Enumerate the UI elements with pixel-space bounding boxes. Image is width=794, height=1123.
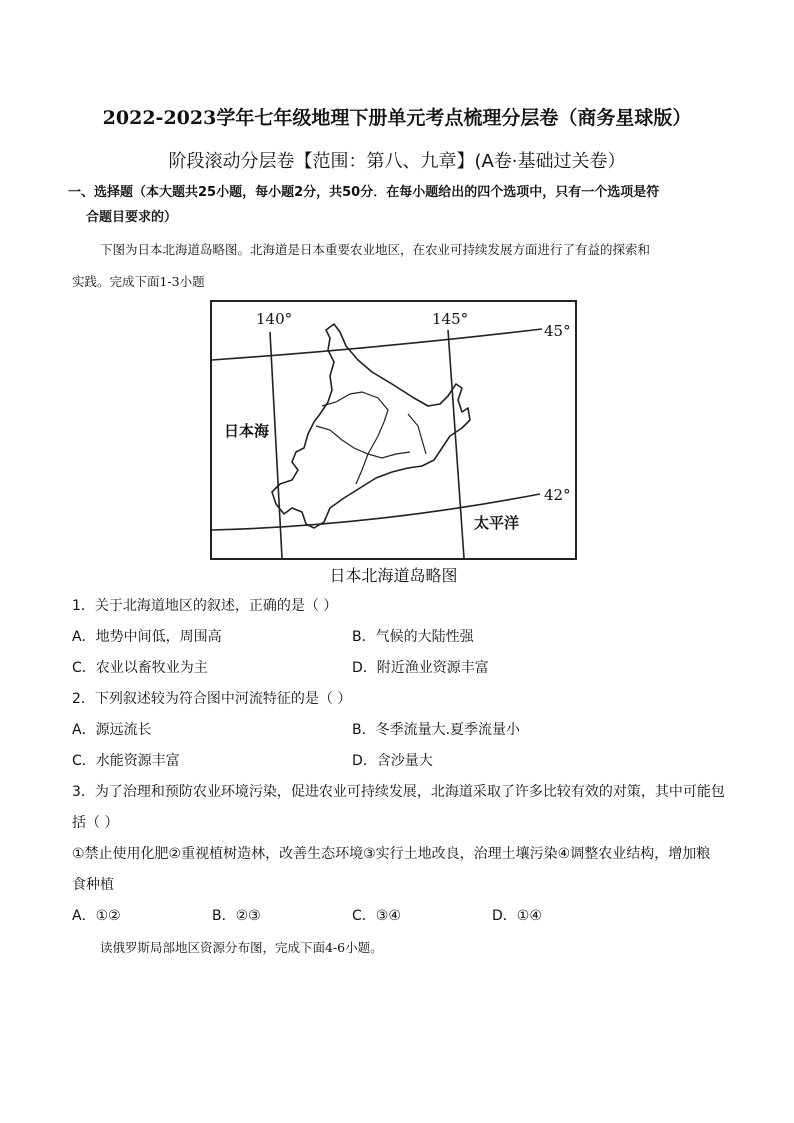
section-heading: 一、选择题（本大题共25小题，每小题2分，共50分．在每小题给出的四个选项中，只有一个选项是符: [68, 185, 660, 200]
question-3-items: ①禁止使用化肥②重视植树造林，改善生态环境③实行土地改良，治理土壤污染④调整农业结构，增加粮: [72, 846, 711, 862]
river-2: [322, 392, 388, 422]
question-3-items-cont: 食种植: [72, 877, 114, 893]
sea-of-japan-label: 日本海: [224, 422, 270, 440]
longitude-line-140: [270, 332, 282, 558]
hokkaido-outline: [272, 324, 470, 528]
lon-145-label: 145°: [432, 310, 469, 328]
document-subtitle: 阶段滚动分层卷【范围：第八、九章】(A卷·基础过关卷）: [168, 151, 626, 172]
q3-option-a: A．①②: [72, 908, 121, 924]
intro-text-line2: 实践。完成下面1-3小题: [72, 274, 205, 289]
question-2-stem: 2．下列叙述较为符合图中河流特征的是（ ）: [72, 691, 352, 707]
question-3-stem-cont: 括（ ）: [72, 815, 119, 831]
river-4: [408, 414, 426, 454]
hokkaido-map: [210, 300, 577, 560]
q1-option-a: A．地势中间低，周围高: [72, 629, 222, 645]
q2-option-b: B．冬季流量大.夏季流量小: [352, 722, 521, 738]
question-1-stem: 1．关于北海道地区的叙述，正确的是（ ）: [72, 598, 338, 614]
river-5: [356, 454, 368, 484]
q3-option-b: B．②③: [212, 908, 261, 924]
q1-option-b: B．气候的大陆性强: [352, 629, 474, 645]
intro-text-line1: 下图为日本北海道岛略图。北海道是日本重要农业地区，在农业可持续发展方面进行了有益的探索和: [100, 242, 651, 257]
document-title: 2022-2023学年七年级地理下册单元考点梳理分层卷（商务星球版）: [102, 107, 692, 129]
river-1: [316, 426, 410, 458]
q1-option-c: C．农业以畜牧业为主: [72, 660, 208, 676]
longitude-line-145: [448, 330, 464, 558]
lat-42-label: 42°: [544, 486, 571, 504]
river-3: [368, 422, 384, 454]
q3-option-d: D．①④: [492, 908, 542, 924]
section-heading-cont: 合题目要求的）: [86, 210, 178, 225]
pacific-ocean-label: 太平洋: [474, 514, 520, 532]
lat-45-label: 45°: [544, 322, 571, 340]
map-svg: [212, 302, 575, 558]
lon-140-label: 140°: [256, 310, 293, 328]
intro-text-2: 读俄罗斯局部地区资源分布图，完成下面4-6小题。: [100, 940, 383, 955]
q3-option-c: C．③④: [352, 908, 401, 924]
q2-option-d: D．含沙量大: [352, 753, 433, 769]
q2-option-a: A．源远流长: [72, 722, 152, 738]
question-3-stem: 3．为了治理和预防农业环境污染，促进农业可持续发展，北海道采取了许多比较有效的对策，其中可能包: [72, 784, 725, 800]
latitude-line-45: [212, 329, 542, 360]
q2-option-c: C．水能资源丰富: [72, 753, 180, 769]
q1-option-d: D．附近渔业资源丰富: [352, 660, 489, 676]
map-caption: 日本北海道岛略图: [329, 566, 458, 585]
